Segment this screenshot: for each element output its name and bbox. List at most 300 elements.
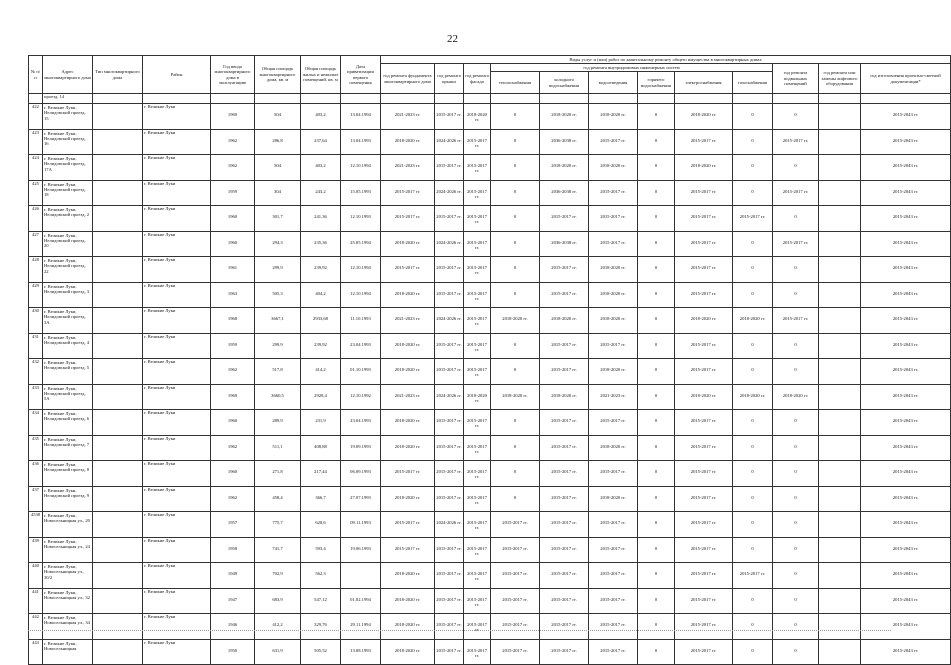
cell-found: 2018-2020 гг. <box>381 435 435 461</box>
cell-drain: 2015-2017 гг. <box>589 410 638 436</box>
cell-roof: 2015-2017 гг. <box>435 486 464 512</box>
cell-cold: 2015-2017 гг. <box>540 486 589 512</box>
cell-num <box>29 94 43 104</box>
cell-hot: 0 <box>638 435 675 461</box>
cell-priv: 19.09.1993 <box>341 435 381 461</box>
cell-facade: 2015-2017 гг. <box>464 359 491 385</box>
cell-living: 505,52 <box>301 639 341 665</box>
cell-total: 702,9 <box>255 563 301 589</box>
table-row <box>29 257 951 283</box>
cell-roof: 2015-2017 гг. <box>435 206 464 232</box>
table-row <box>29 129 951 155</box>
cell-facade: 2015-2017 гг. <box>464 410 491 436</box>
table-row <box>29 206 951 232</box>
cell-base <box>773 94 819 104</box>
cell-num: 4538 <box>29 512 43 538</box>
cell-lift <box>819 104 861 130</box>
cell-address: г. Великие Луки, Новосельницкая ул., 24 <box>43 537 93 563</box>
cell-num: 433 <box>29 384 43 410</box>
cell-total: 299,9 <box>255 333 301 359</box>
cell-district: г. Великие Луки <box>143 563 211 589</box>
cell-facade: 2015-2017 гг. <box>464 563 491 589</box>
cell-living: 593,4 <box>301 537 341 563</box>
cell-hot: 0 <box>638 155 675 181</box>
cell-roof: 2015-2017 гг. <box>435 639 464 665</box>
cell-lift <box>819 257 861 283</box>
cell-design: 2015-2043 гг. <box>861 537 951 563</box>
cell-address: г. Великие Луки, Нелидовский проезд, 7 <box>43 435 93 461</box>
cell-priv: 12.10.1994 <box>341 257 381 283</box>
cell-lift <box>819 359 861 385</box>
engineering-header: год ремонта внутридомовых инженерных систем <box>491 64 773 72</box>
cell-address: г. Великие Луки, Новосельницкая ул., 32 <box>43 588 93 614</box>
cell-num: 439 <box>29 537 43 563</box>
cell-facade: 2015-2017 гг. <box>464 486 491 512</box>
cell-hot: 0 <box>638 104 675 130</box>
cell-base: 0 <box>773 257 819 283</box>
cell-gas: 0 <box>733 104 773 130</box>
cell-roof: 2015-2017 гг. <box>435 588 464 614</box>
cell-base: 0 <box>773 614 819 640</box>
cell-num: 437 <box>29 486 43 512</box>
cell-living: 403,2 <box>301 155 341 181</box>
cell-year: 1962 <box>211 359 255 385</box>
cell-num: 442 <box>29 614 43 640</box>
cell-gas: 0 <box>733 614 773 640</box>
cell-base: 0 <box>773 359 819 385</box>
table-row <box>29 512 951 538</box>
col-district: Район <box>143 56 211 94</box>
cell-address: г. Великие Луки, Новосельницкая ул., 20 <box>43 512 93 538</box>
cell-living <box>301 94 341 104</box>
cell-address: г. Великие Луки, Нелидовский проезд, 16 <box>43 129 93 155</box>
cell-design: 2015-2043 гг. <box>861 563 951 589</box>
cell-heat: 2015-2017 гг. <box>491 563 540 589</box>
cell-drain: 2015-2017 гг. <box>589 537 638 563</box>
cell-cold: 2018-2020 гг. <box>540 308 589 334</box>
cell-living: 408,88 <box>301 435 341 461</box>
cell-elec: 2015-2017 гг. <box>675 257 733 283</box>
cell-heat: 0 <box>491 333 540 359</box>
cell-type <box>93 231 143 257</box>
cell-found: 2018-2020 гг. <box>381 282 435 308</box>
cell-base: 2015-2017 гг. <box>773 129 819 155</box>
cell-gas: 0 <box>733 639 773 665</box>
cell-type <box>93 614 143 640</box>
cell-roof: 2015-2017 гг. <box>435 104 464 130</box>
cell-priv: 12.10.1994 <box>341 155 381 181</box>
cell-hot: 0 <box>638 486 675 512</box>
table-row <box>29 104 951 130</box>
cell-elec: 2015-2017 гг. <box>675 410 733 436</box>
cell-drain: 2018-2020 гг. <box>589 308 638 334</box>
cell-priv <box>341 563 381 589</box>
cell-heat: 0 <box>491 359 540 385</box>
cell-facade: 2015-2017 гг. <box>464 639 491 665</box>
col-total-area: Общая площадь многоквартирного дома, кв. м <box>255 56 301 94</box>
cell-district: г. Великие Луки <box>143 614 211 640</box>
cell-design: 2015-2043 гг. <box>861 614 951 640</box>
cell-heat: 0 <box>491 435 540 461</box>
cell-num: 424 <box>29 155 43 181</box>
cell-design: 2015-2043 гг. <box>861 410 951 436</box>
cell-roof: 2024-2026 гг. <box>435 129 464 155</box>
cell-priv: 11.10.1993 <box>341 308 381 334</box>
cell-heat: 2015-2017 гг. <box>491 639 540 665</box>
cell-num: 436 <box>29 461 43 487</box>
cell-facade: 2015-2017 гг. <box>464 155 491 181</box>
cell-cold: 2036-2038 гг. <box>540 129 589 155</box>
cell-roof: 2015-2017 гг. <box>435 563 464 589</box>
cell-lift <box>819 180 861 206</box>
cell-gas: 0 <box>733 282 773 308</box>
cell-heat: 0 <box>491 257 540 283</box>
cell-year: 1960 <box>211 461 255 487</box>
cell-year: 1949 <box>211 563 255 589</box>
cell-district: г. Великие Луки <box>143 257 211 283</box>
cell-num: 431 <box>29 333 43 359</box>
cell-design <box>861 94 951 104</box>
cell-heat: 2018-2020 гг. <box>491 384 540 410</box>
cell-lift <box>819 94 861 104</box>
table-row <box>29 563 951 589</box>
table-row <box>29 282 951 308</box>
cell-num: 434 <box>29 410 43 436</box>
cell-facade <box>464 94 491 104</box>
cell-drain: 2018-2020 гг. <box>589 155 638 181</box>
cell-drain: 2015-2017 гг. <box>589 588 638 614</box>
cell-priv: 12.10.1994 <box>341 282 381 308</box>
cell-gas: 0 <box>733 588 773 614</box>
cell-drain: 2015-2017 гг. <box>589 512 638 538</box>
cell-roof: 2024-2026 гг. <box>435 384 464 410</box>
cell-address: г. Великие Луки, Новосельницкая ул., 34 <box>43 614 93 640</box>
cell-facade: 2015-2017 гг. <box>464 308 491 334</box>
cell-district: г. Великие Луки <box>143 206 211 232</box>
cell-base: 2018-2020 гг. <box>773 384 819 410</box>
cell-drain: 2018-2020 гг. <box>589 359 638 385</box>
cell-facade: 2015-2017 гг. <box>464 512 491 538</box>
col-drain: водоотведения <box>589 72 638 94</box>
cell-total: 3667,1 <box>255 308 301 334</box>
cell-district: г. Великие Луки <box>143 537 211 563</box>
cell-hot: 0 <box>638 206 675 232</box>
cell-type <box>93 94 143 104</box>
cell-total: 741,7 <box>255 537 301 563</box>
cell-gas: 0 <box>733 537 773 563</box>
cell-base: 0 <box>773 333 819 359</box>
cell-design: 2015-2043 гг. <box>861 639 951 665</box>
cell-address: г. Великие Луки, Нелидовский проезд, 22 <box>43 257 93 283</box>
cell-living: 2928,4 <box>301 384 341 410</box>
cell-type <box>93 461 143 487</box>
cell-address: г. Великие Луки, Нелидовский проезд, 5А <box>43 384 93 410</box>
cell-priv: 25.05.1994 <box>341 231 381 257</box>
cell-total: 304 <box>255 180 301 206</box>
cell-priv: 23.04.1993 <box>341 333 381 359</box>
cell-lift <box>819 512 861 538</box>
cell-living: 562,3 <box>301 563 341 589</box>
cell-elec: 2018-2020 гг. <box>675 384 733 410</box>
cell-address: г. Великие Луки, Нелидовский проезд, 2 <box>43 206 93 232</box>
cell-design: 2015-2043 гг. <box>861 282 951 308</box>
cell-cold: 2015-2017 гг. <box>540 435 589 461</box>
cell-cold: 2015-2017 гг. <box>540 206 589 232</box>
table-row <box>29 231 951 257</box>
cell-cold: 2015-2017 гг. <box>540 512 589 538</box>
cell-district: г. Великие Луки <box>143 384 211 410</box>
cell-base: 0 <box>773 410 819 436</box>
cell-priv <box>341 94 381 104</box>
cell-design: 2015-2043 гг. <box>861 333 951 359</box>
col-hot: горячего водоснабжения <box>638 72 675 94</box>
cell-elec: 2015-2017 гг. <box>675 512 733 538</box>
cell-district: г. Великие Луки <box>143 512 211 538</box>
cell-gas: 2015-2017 гг. <box>733 206 773 232</box>
cell-num: 429 <box>29 282 43 308</box>
cell-found: 2021-2023 гг. <box>381 104 435 130</box>
cell-roof: 2015-2017 гг. <box>435 614 464 640</box>
cell-drain <box>589 94 638 104</box>
cell-type <box>93 359 143 385</box>
cell-heat: 0 <box>491 129 540 155</box>
cell-total: 3660,5 <box>255 384 301 410</box>
cell-living: 235,36 <box>301 231 341 257</box>
cell-cold: 2015-2017 гг. <box>540 333 589 359</box>
cell-base: 0 <box>773 537 819 563</box>
cell-cold: 2015-2017 гг. <box>540 282 589 308</box>
cell-gas: 2015-2017 гг. <box>733 563 773 589</box>
cell-design: 2015-2043 гг. <box>861 461 951 487</box>
col-year: Год ввода многоквартирного дома в эксплуатацию <box>211 56 255 94</box>
cell-heat: 0 <box>491 155 540 181</box>
cell-roof: 2024-2026 гг. <box>435 231 464 257</box>
cell-found: 2015-2017 гг. <box>381 537 435 563</box>
col-gas: газоснабжения <box>733 72 773 94</box>
capital-repair-table <box>28 55 951 665</box>
cell-hot: 0 <box>638 257 675 283</box>
cell-base: 0 <box>773 486 819 512</box>
cell-lift <box>819 537 861 563</box>
cell-elec: 2015-2017 гг. <box>675 359 733 385</box>
cell-design: 2015-2043 гг. <box>861 359 951 385</box>
cell-elec: 2015-2017 гг. <box>675 435 733 461</box>
cell-type <box>93 537 143 563</box>
cell-district: г. Великие Луки <box>143 155 211 181</box>
cell-base: 2015-2017 гг. <box>773 231 819 257</box>
cell-lift <box>819 461 861 487</box>
cell-lift <box>819 282 861 308</box>
cell-address: проезд, 14 <box>43 94 93 104</box>
cell-found: 2021-2023 гг. <box>381 308 435 334</box>
cell-found: 2015-2017 гг. <box>381 206 435 232</box>
cell-roof: 2015-2017 гг. <box>435 410 464 436</box>
col-electric: электроснабжения <box>675 72 733 94</box>
cell-hot: 0 <box>638 384 675 410</box>
cell-facade: 2015-2017 гг. <box>464 333 491 359</box>
cell-num: 428 <box>29 257 43 283</box>
cell-hot: 0 <box>638 461 675 487</box>
cell-gas: 0 <box>733 333 773 359</box>
cell-facade: 2015-2017 гг. <box>464 537 491 563</box>
cell-year: 1947 <box>211 588 255 614</box>
cell-hot: 0 <box>638 180 675 206</box>
cell-living: 231,9 <box>301 410 341 436</box>
cell-elec: 2015-2017 гг. <box>675 563 733 589</box>
cell-heat: 0 <box>491 282 540 308</box>
table-row <box>29 435 951 461</box>
cell-year: 1957 <box>211 512 255 538</box>
cell-hot <box>638 94 675 104</box>
cell-drain: 2015-2017 гг. <box>589 614 638 640</box>
cell-elec: 2015-2017 гг. <box>675 461 733 487</box>
cell-total: 301,7 <box>255 206 301 232</box>
cell-drain: 2015-2017 гг. <box>589 639 638 665</box>
cell-hot: 0 <box>638 537 675 563</box>
cell-priv: 23.04.1993 <box>341 410 381 436</box>
col-type: Тип многоквартирного дома <box>93 56 143 94</box>
cell-gas: 0 <box>733 231 773 257</box>
cell-drain: 2015-2017 гг. <box>589 129 638 155</box>
cell-hot: 0 <box>638 639 675 665</box>
cell-type <box>93 410 143 436</box>
cell-roof: 2015-2017 гг. <box>435 435 464 461</box>
cell-found: 2015-2017 гг. <box>381 257 435 283</box>
table-row <box>29 461 951 487</box>
cell-total: 289,9 <box>255 410 301 436</box>
cell-priv: 09.11.1993 <box>341 512 381 538</box>
table-row <box>29 639 951 665</box>
cell-address: г. Великие Луки, Новосельницкая ул., 30/2 <box>43 563 93 589</box>
cell-facade: 2015-2017 гг. <box>464 461 491 487</box>
table-row <box>29 308 951 334</box>
cell-address: г. Великие Луки, Новосельницкая <box>43 639 93 665</box>
cell-living: 547,12 <box>301 588 341 614</box>
cell-roof <box>435 94 464 104</box>
cell-cold: 2018-2020 гг. <box>540 384 589 410</box>
cell-num: 432 <box>29 359 43 385</box>
cell-priv: 01.10.1993 <box>341 359 381 385</box>
cell-found: 2018-2020 гг. <box>381 359 435 385</box>
cell-found: 2018-2020 гг. <box>381 333 435 359</box>
cell-total: 631,9 <box>255 639 301 665</box>
cell-total: 458,4 <box>255 486 301 512</box>
cell-drain: 2018-2020 гг. <box>589 104 638 130</box>
cell-address: г. Великие Луки, Нелидовский проезд, 3 <box>43 282 93 308</box>
cell-priv: 29.11.1994 <box>341 614 381 640</box>
cell-hot: 0 <box>638 359 675 385</box>
cell-found: 2018-2020 гг. <box>381 588 435 614</box>
cell-year: 1959 <box>211 333 255 359</box>
cell-hot: 0 <box>638 308 675 334</box>
cell-year: 1960 <box>211 231 255 257</box>
cell-drain: 2015-2017 гг. <box>589 563 638 589</box>
cell-address: г. Великие Луки, Нелидовский проезд, 18 <box>43 180 93 206</box>
cell-address: г. Великие Луки, Нелидовский проезд, 4 <box>43 333 93 359</box>
cell-district: г. Великие Луки <box>143 308 211 334</box>
cell-gas: 0 <box>733 257 773 283</box>
cell-base: 0 <box>773 512 819 538</box>
col-foundation: год ремонта фундамента многоквартирного дома <box>381 64 435 94</box>
cell-found: 2021-2023 гг. <box>381 384 435 410</box>
cell-roof: 2015-2017 гг. <box>435 257 464 283</box>
col-heat: теплоснабжения <box>491 72 540 94</box>
cell-type <box>93 180 143 206</box>
works-header: Виды услуг и (или) работ по капитальному ремонту общего имущества в многоквартирных домах <box>381 56 951 64</box>
cell-address: г. Великие Луки, Нелидовский проезд, 20 <box>43 231 93 257</box>
cell-type <box>93 257 143 283</box>
cell-base: 0 <box>773 155 819 181</box>
cell-living: 239,92 <box>301 333 341 359</box>
cell-num: 430 <box>29 308 43 334</box>
cell-drain: 2015-2017 гг. <box>589 231 638 257</box>
cell-cold: 2015-2017 гг. <box>540 614 589 640</box>
cell-lift <box>819 155 861 181</box>
cell-facade: 2018-2020 гг. <box>464 104 491 130</box>
cell-year: 1962 <box>211 486 255 512</box>
cell-year: 1962 <box>211 129 255 155</box>
cell-address: г. Великие Луки, Нелидовский проезд, 15 <box>43 104 93 130</box>
cell-district: г. Великие Луки <box>143 410 211 436</box>
cell-heat: 0 <box>491 231 540 257</box>
col-num: № п/п <box>29 56 43 94</box>
cell-cold: 2018-2020 гг. <box>540 104 589 130</box>
cell-base: 2015-2017 гг. <box>773 180 819 206</box>
cell-num: 443 <box>29 639 43 665</box>
cell-found: 2018-2020 гг. <box>381 639 435 665</box>
cell-year: 1963 <box>211 282 255 308</box>
cell-district: г. Великие Луки <box>143 359 211 385</box>
cell-type <box>93 639 143 665</box>
cell-priv: 12.10.1992 <box>341 384 381 410</box>
cell-facade: 2015-2017 гг. <box>464 180 491 206</box>
cell-design: 2015-2043 гг. <box>861 435 951 461</box>
page-bottom-rule <box>28 630 891 631</box>
cell-base: 0 <box>773 104 819 130</box>
cell-heat: 0 <box>491 206 540 232</box>
cell-type <box>93 435 143 461</box>
cell-drain: 2015-2017 гг. <box>589 180 638 206</box>
cell-year: 1961 <box>211 257 255 283</box>
cell-drain: 2018-2020 гг. <box>589 435 638 461</box>
cell-gas <box>733 94 773 104</box>
cell-hot: 0 <box>638 512 675 538</box>
cell-gas: 2018-2020 гг. <box>733 384 773 410</box>
cell-facade: 2015-2017 гг. <box>464 231 491 257</box>
cell-type <box>93 129 143 155</box>
cell-heat <box>491 94 540 104</box>
cell-living: 2933,68 <box>301 308 341 334</box>
cell-cold: 2015-2017 гг. <box>540 563 589 589</box>
cell-cold: 2018-2020 гг. <box>540 155 589 181</box>
cell-living: 620,6 <box>301 512 341 538</box>
cell-hot: 0 <box>638 614 675 640</box>
cell-total: 294,3 <box>255 231 301 257</box>
cell-elec: 2018-2020 гг. <box>675 104 733 130</box>
cell-base: 0 <box>773 282 819 308</box>
cell-facade: 2015-2017 гг. <box>464 588 491 614</box>
cell-found: 2018-2020 гг. <box>381 563 435 589</box>
cell-design: 2015-2043 гг. <box>861 486 951 512</box>
cell-heat: 2015-2017 гг. <box>491 512 540 538</box>
cell-year: 1946 <box>211 614 255 640</box>
cell-heat: 2015-2017 гг. <box>491 588 540 614</box>
cell-gas: 0 <box>733 435 773 461</box>
cell-elec: 2015-2017 гг. <box>675 537 733 563</box>
cell-drain: 2018-2020 гг. <box>589 282 638 308</box>
cell-living: 243,2 <box>301 180 341 206</box>
cell-roof: 2015-2017 гг. <box>435 359 464 385</box>
